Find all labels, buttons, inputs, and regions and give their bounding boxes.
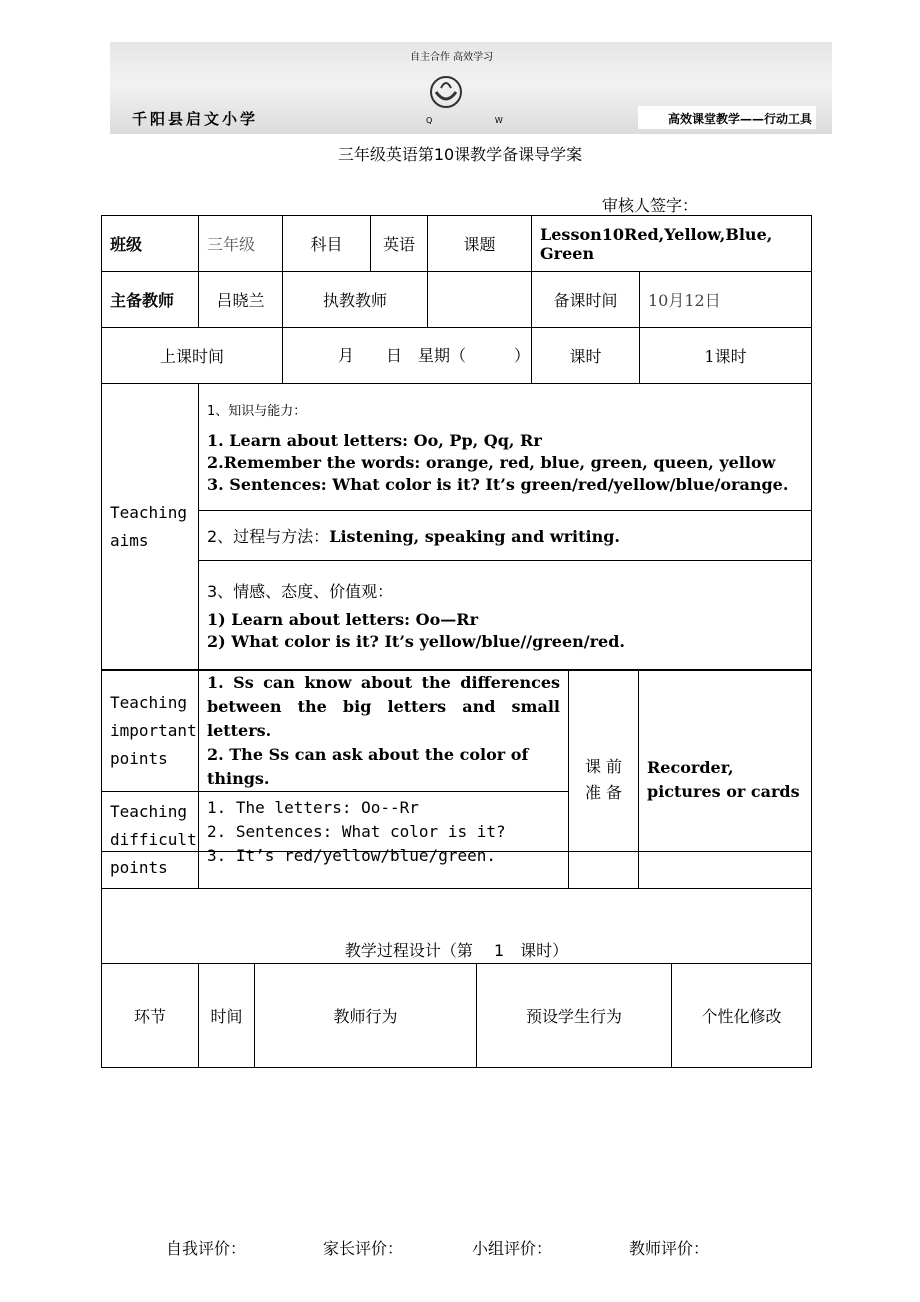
- logo-letters: Q W: [426, 116, 533, 125]
- class-time-value: 月 日 星期（ ）: [283, 328, 532, 384]
- header-slogan: 高效课堂教学——行动工具: [638, 106, 816, 129]
- process-table: [101, 851, 812, 1068]
- prep-time-label: 备课时间: [532, 272, 640, 328]
- aims-section-2-text: Listening, speaking and writing.: [329, 527, 620, 546]
- subject-value: 英语: [371, 216, 428, 272]
- class-label: 班级: [102, 216, 199, 272]
- reviewer-signature-label: 审核人签字：: [602, 196, 699, 215]
- teaching-aims-label: Teaching aims: [102, 384, 199, 670]
- logo-text: 自主合作 高效学习: [410, 52, 494, 63]
- process-title: 教学过程设计（第 1 课时）: [102, 852, 812, 964]
- lead-teacher-value: 吕晓兰: [199, 272, 283, 328]
- aims-line: 1) Learn about letters: Oo—Rr: [207, 610, 478, 629]
- group-evaluation-label: 小组评价：: [472, 1239, 553, 1258]
- self-evaluation-label: 自我评价：: [166, 1239, 247, 1258]
- period-label: 课时: [532, 328, 640, 384]
- parent-evaluation-label: 家长评价：: [323, 1239, 404, 1258]
- period-value: 1课时: [640, 328, 812, 384]
- header-banner: [110, 42, 832, 134]
- subject-label: 科目: [283, 216, 371, 272]
- aims-section-3: [199, 561, 812, 670]
- process-column-header: 预设学生行为: [477, 964, 672, 1068]
- school-name: 千阳县启文小学: [132, 110, 259, 128]
- prep-value: Recorder, pictures or cards: [639, 671, 812, 889]
- aims-line: 1. Learn about letters: Oo, Pp, Qq, Rr: [207, 431, 542, 450]
- lead-teacher-label: 主备教师: [102, 272, 199, 328]
- topic-value: Lesson10Red,Yellow,Blue, Green: [532, 216, 812, 272]
- class-time-label: 上课时间: [102, 328, 283, 384]
- class-value: 三年级: [199, 216, 283, 272]
- prep-label: 课 前 准 备: [569, 671, 639, 889]
- process-column-header: 时间: [199, 964, 255, 1068]
- important-point: 2. The Ss can ask about the color of things.: [207, 745, 529, 788]
- teaching-teacher-value: [428, 272, 532, 328]
- aims-section-3-title: 3、情感、态度、价值观：: [207, 582, 394, 601]
- topic-label: 课题: [428, 216, 532, 272]
- aims-section-1: [199, 384, 812, 511]
- difficult-point: 3. It’s red/yellow/blue/green.: [207, 846, 496, 865]
- aims-section-2: [199, 511, 812, 561]
- difficult-points-label: Teaching difficult points: [102, 792, 199, 889]
- process-column-header: 教师行为: [255, 964, 477, 1068]
- aims-section-1-title: 1、知识与能力：: [207, 404, 307, 419]
- important-points-label: Teaching important points: [102, 671, 199, 792]
- teaching-teacher-label: 执教教师: [283, 272, 428, 328]
- difficult-point: 2. Sentences: What color is it?: [207, 822, 506, 841]
- aims-line: 3. Sentences: What color is it? It’s green/red/yellow/blue/orange.: [207, 475, 789, 494]
- process-column-header: 环节: [102, 964, 199, 1068]
- page-title: 三年级英语第10课教学备课导学案: [337, 145, 583, 164]
- teacher-evaluation-label: 教师评价：: [629, 1239, 710, 1258]
- lesson-info-table: [101, 215, 812, 670]
- difficult-point: 1. The letters: Oo--Rr: [207, 798, 419, 817]
- aims-line: 2.Remember the words: orange, red, blue, green, queen, yellow: [207, 453, 776, 472]
- aims-line: 2) What color is it? It’s yellow/blue//green/red.: [207, 632, 625, 651]
- important-point: 1. Ss can know about the differences between the big letters and small letters.: [207, 673, 560, 740]
- process-column-header: 个性化修改: [672, 964, 812, 1068]
- aims-section-2-prefix: 2、过程与方法：: [207, 527, 330, 546]
- important-points: [199, 671, 569, 792]
- prep-time-value: 10月12日: [640, 272, 812, 328]
